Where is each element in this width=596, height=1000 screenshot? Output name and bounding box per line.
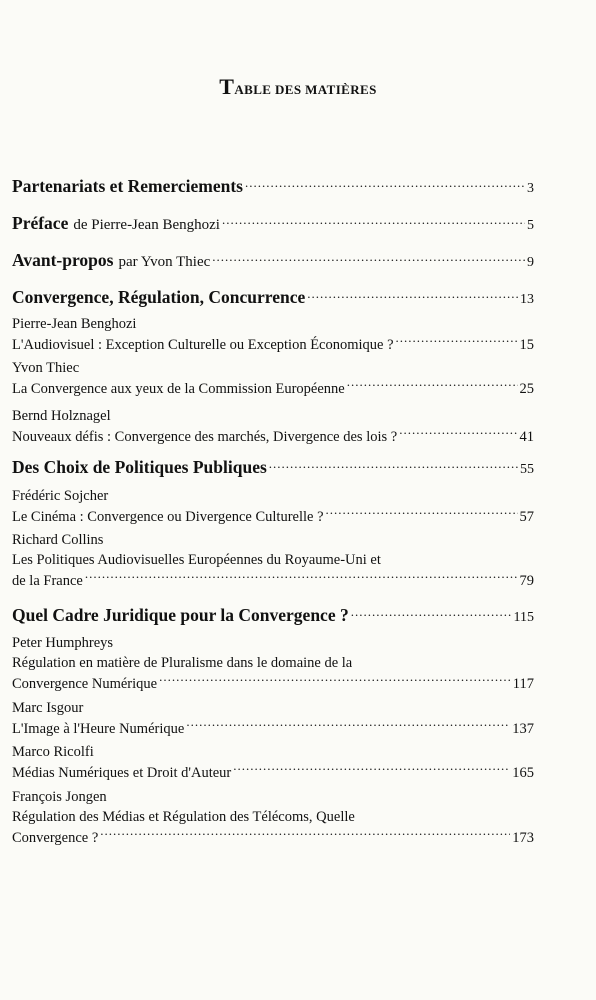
article-author: Richard Collins (12, 532, 104, 548)
toc-article (12, 698, 534, 739)
dot-leader (85, 570, 518, 585)
page-number: 3 (527, 181, 534, 196)
page-number: 55 (520, 462, 534, 477)
section-title: Convergence, Régulation, Concurrence (12, 287, 306, 307)
page-number: 9 (527, 255, 534, 270)
toc-section (12, 456, 534, 478)
toc-line (12, 212, 534, 234)
toc-line (12, 175, 534, 197)
toc-line (12, 286, 534, 308)
article-author: Peter Humphreys (12, 635, 114, 651)
toc-section (12, 212, 534, 234)
article-title: Convergence ? (12, 829, 99, 846)
toc-article (12, 358, 534, 399)
toc-line (12, 604, 534, 626)
section-author: par Yvon Thiec (118, 254, 211, 270)
article-title: Convergence Numérique (12, 675, 158, 692)
article-author: Bernd Holznagel (12, 408, 111, 424)
dot-leader (212, 249, 525, 266)
article-title: La Convergence aux yeux de la Commission Européenne (12, 380, 345, 397)
toc-line (12, 762, 534, 783)
section-title: Préface (12, 213, 69, 233)
toc-section (12, 286, 534, 308)
toc-line (12, 506, 534, 527)
page-number: 137 (512, 720, 534, 737)
section-title: Quel Cadre Juridique pour la Convergence ? (12, 605, 349, 625)
title-rest: ABLE DES MATIÈRES (234, 82, 377, 97)
dot-leader (307, 286, 518, 303)
article-title-line: Régulation en matière de Pluralisme dans le domaine de la (12, 655, 353, 671)
dot-leader (159, 673, 511, 688)
article-author: Pierre-Jean Benghozi (12, 316, 137, 332)
dot-leader (233, 762, 510, 777)
page-number: 79 (519, 572, 534, 589)
article-title-line: Les Politiques Audiovisuelles Européennes du Royaume-Uni et (12, 552, 381, 568)
section-title: Avant-propos (12, 250, 114, 270)
dot-leader (100, 827, 510, 842)
dot-leader (396, 334, 518, 349)
toc-line (12, 827, 534, 848)
page-number: 165 (512, 764, 534, 781)
toc-line (12, 378, 534, 399)
article-author: Frédéric Sojcher (12, 488, 109, 504)
article-author: Marc Isgour (12, 700, 84, 716)
page-number: 115 (513, 610, 534, 625)
toc-line (12, 426, 534, 447)
page-number: 173 (512, 829, 534, 846)
article-title: Médias Numériques et Droit d'Auteur (12, 764, 232, 781)
article-title-line: Régulation des Médias et Régulation des Télécoms, Quelle (12, 809, 355, 825)
title-initial: T (219, 74, 235, 99)
dot-leader (347, 378, 518, 393)
dot-leader (269, 456, 518, 473)
section-author: de Pierre-Jean Benghozi (73, 217, 220, 233)
page-number: 117 (512, 675, 534, 692)
toc-line (12, 334, 534, 355)
page-number: 15 (519, 336, 534, 353)
toc-section (12, 175, 534, 197)
toc-article (12, 633, 534, 694)
toc-line (12, 673, 534, 694)
article-author: Yvon Thiec (12, 360, 80, 376)
page-number: 25 (519, 380, 534, 397)
toc-line (12, 570, 534, 591)
dot-leader (399, 426, 517, 441)
section-title: Partenariats et Remerciements (12, 176, 243, 196)
article-author: François Jongen (12, 789, 107, 805)
article-author: Marco Ricolfi (12, 744, 94, 760)
article-title: de la France (12, 572, 83, 589)
page-number: 5 (527, 218, 534, 233)
page-title (0, 74, 596, 100)
toc-line (12, 456, 534, 478)
dot-leader (351, 604, 512, 621)
dot-leader (186, 718, 510, 733)
toc-line (12, 718, 534, 739)
toc-article (12, 406, 534, 447)
toc-section (12, 249, 534, 271)
article-title: L'Audiovisuel : Exception Culturelle ou Exception Économique ? (12, 336, 394, 353)
toc-article (12, 787, 534, 848)
toc-section (12, 604, 534, 626)
dot-leader (222, 212, 525, 229)
section-title: Des Choix de Politiques Publiques (12, 457, 267, 477)
article-title: Le Cinéma : Convergence ou Divergence Culturelle ? (12, 508, 324, 525)
toc-article (12, 486, 534, 527)
toc-article (12, 530, 534, 591)
toc-line (12, 249, 534, 271)
page-number: 13 (520, 292, 534, 307)
article-title: L'Image à l'Heure Numérique (12, 720, 185, 737)
toc-article (12, 742, 534, 783)
dot-leader (326, 506, 518, 521)
article-title: Nouveaux défis : Convergence des marchés, Divergence des lois ? (12, 428, 398, 445)
page-number: 41 (519, 428, 534, 445)
page-number: 57 (519, 508, 534, 525)
toc-article (12, 314, 534, 355)
dot-leader (245, 175, 525, 192)
